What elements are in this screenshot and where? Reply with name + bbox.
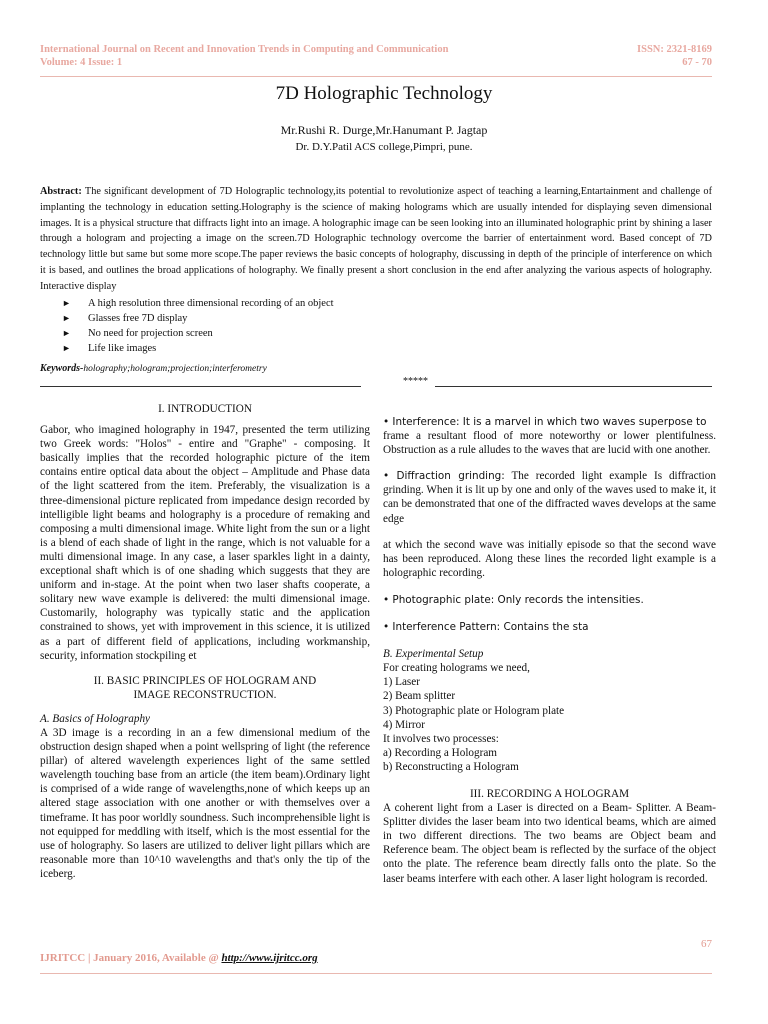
- journal-header: [40, 43, 712, 56]
- section-divider: [40, 377, 712, 389]
- diffraction-paragraph: • Diffraction grinding: The recorded light example Is diffraction grinding. When it is lit up by one and only of the waves used to make it, it can be demonstrated that one of the diffracted waves develops at the same edge: [383, 470, 716, 525]
- page-number: 67: [701, 938, 712, 950]
- arrow-icon: ►: [62, 328, 71, 338]
- basics-text: A 3D image is a recording in an a few dimensional medium of the obstruction design shaped when a point wellspring of light (the reference pillar) of altered wavelength experiences light of the same settled wavelength touching base from an article (the item beam).Ordinary light is comprised of a wide range of wavelengths,none of which keeps up an altered stage association with one another or with themselves over a timeframe. It has poor worldly soundness. Such incomprehensible light is not equipped for meddling with itself, which is the most essential for the use of holography. So lasers are utilized to deliver light pillars which are reasonable more than 10^10 wavelengths and that's only the tip of the iceberg.: [40, 726, 370, 880]
- abstract-text: The significant development of 7D Holograplic technology,its potential to revolutionize aspect of teaching a learning,Entartainment and challenge of implanting the technology in education setting.Holography is the science of making holograms which are usually intended for displaying seven dimensional images. It is a physical structure that diffracts light into an image. A holographic image can be seen looking into an illuminated holographic print by shining a laser through a hologram and projecting a image on the screen.7D Holographic technology overcome the barrier of entertainment word. Based concept of 7D technology little but same but some more scope.The paper reviews the basic concepts of holography, discussing in depth of the principle of interference on which it is based, and outlines the broad applications of holography. We finally present a short conclusion in the end after analyzing the various aspects of holography. Interactive display: [40, 186, 712, 292]
- setup-line: 2) Beam splitter: [383, 690, 456, 703]
- feature-list: [62, 296, 334, 356]
- divider-line-left: [40, 386, 361, 387]
- subsection-heading-setup: B. Experimental Setup: [383, 648, 484, 661]
- authors: Mr.Rushi R. Durge,Mr.Hanumant P. Jagtap: [280, 123, 488, 137]
- abstract: [40, 184, 712, 295]
- setup-line: For creating holograms we need,: [383, 662, 530, 675]
- subsection-heading-basics: A. Basics of Holography: [40, 712, 151, 725]
- setup-line: b) Reconstructing a Hologram: [383, 760, 519, 773]
- arrow-icon: ►: [62, 343, 71, 353]
- setup-line: 4) Mirror: [383, 718, 425, 731]
- section-heading-recording: III. RECORDING A HOLOGRAM: [469, 787, 630, 800]
- affiliation: Dr. D.Y.Patil ACS college,Pimpri, pune.: [295, 141, 473, 153]
- left-column: [40, 402, 370, 881]
- footer-text: IJRITCC | January 2016, Available @: [40, 952, 222, 964]
- journal-name: International Journal on Recent and Innovation Trends in Computing and Communication: [40, 44, 449, 55]
- setup-line: a) Recording a Hologram: [383, 746, 498, 759]
- issn: ISSN: 2321-8169: [637, 44, 712, 55]
- introduction-text: Gabor, who imagined holography in 1947, presented the term utilizing two Greek words: "Holos" - entire and "Graphe" - composing. It basically implies that the recorded holographic picture of the item contains entire optical data about the object – Amplitude and Phase data of the light scattered from the item. Preferably, the visualization is a three-dimensional picture replicated from impedance design recorded by intelligible light beams and holography is a procedure of remaking and composing a multi dimensional image. White light from the sun or a light is a blend of each shade of light in the range, which is not valuable for a multi dimensional image. In any case, a laser sparkles light in a dainty, exceptional shaft which is of one shading which suggests that they are uniform and in-stage. At the point when two laser shafts cooperate, a solitary new wave example is delivered: the multi dimensional image. Customarily, holography was typically static and the application constrained to shows, yet with improvement in this science, it is utilized as a part of different field of applications, including workmanship, security, information stockpiling et: [40, 424, 370, 662]
- divider-stars: *****: [403, 376, 428, 387]
- list-item: ► A high resolution three dimensional recording of an object: [62, 298, 334, 309]
- continuation-text: at which the second wave was initially episode so that the second wave has been reproduced. Along these lines the recorded light example is a holographic recording.: [383, 538, 716, 579]
- setup-line: It involves two processes:: [383, 732, 499, 745]
- section-heading-principles: II. BASIC PRINCIPLES OF HOLOGRAM AND IMAGE RECONSTRUCTION.: [93, 674, 317, 701]
- list-item: ► Life like images: [62, 343, 157, 354]
- interference-paragraph: • Interference: It is a marvel in which two waves superpose to: [383, 416, 707, 428]
- setup-line: 1) Laser: [383, 676, 420, 689]
- setup-line: 3) Photographic plate or Hologram plate: [383, 704, 565, 717]
- volume-issue: Volume: 4 Issue: 1: [40, 57, 123, 68]
- arrow-icon: ►: [62, 313, 71, 323]
- journal-header-volume: [40, 56, 712, 69]
- journal-link[interactable]: http://www.ijritcc.org: [221, 952, 318, 964]
- list-item: ► No need for projection screen: [62, 328, 213, 339]
- keywords-label: Keywords-: [40, 363, 84, 374]
- section-heading-introduction: I. INTRODUCTION: [158, 403, 252, 415]
- keywords: [40, 362, 267, 376]
- footer: [40, 952, 318, 964]
- header-rule: [40, 76, 712, 77]
- page-range: 67 - 70: [682, 57, 712, 68]
- recording-text: A coherent light from a Laser is directed on a Beam- Splitter. A Beam-Splitter divides the laser beam into two identical beams, which are aimed in two different directions. The two beams are Object beam and Reference beam. The object beam is reflected by the surface of the object onto the plate. The reference beam directly falls onto the plate. So the laser beams interfere with each other. A laser light hologram is recorded.: [383, 802, 716, 885]
- abstract-label: Abstract:: [40, 186, 82, 197]
- list-item: ► Glasses free 7D display: [62, 313, 188, 324]
- interference-text: frame a resultant flood of more noteworthy or lower plentifulness. Obstruction as a rule alludes to the waves that are lucid with one another.: [383, 430, 716, 457]
- photographic-plate-text: • Photographic plate: Only records the intensities.: [383, 593, 644, 606]
- paper-title: 7D Holographic Technology: [275, 83, 493, 104]
- right-column: [383, 415, 716, 886]
- footer-rule: [40, 973, 712, 974]
- interference-pattern-text: • Interference Pattern: Contains the sta: [383, 621, 589, 634]
- keywords-text: holography;hologram;projection;interferometry: [83, 364, 267, 374]
- arrow-icon: ►: [62, 298, 71, 308]
- divider-line-right: [435, 386, 712, 387]
